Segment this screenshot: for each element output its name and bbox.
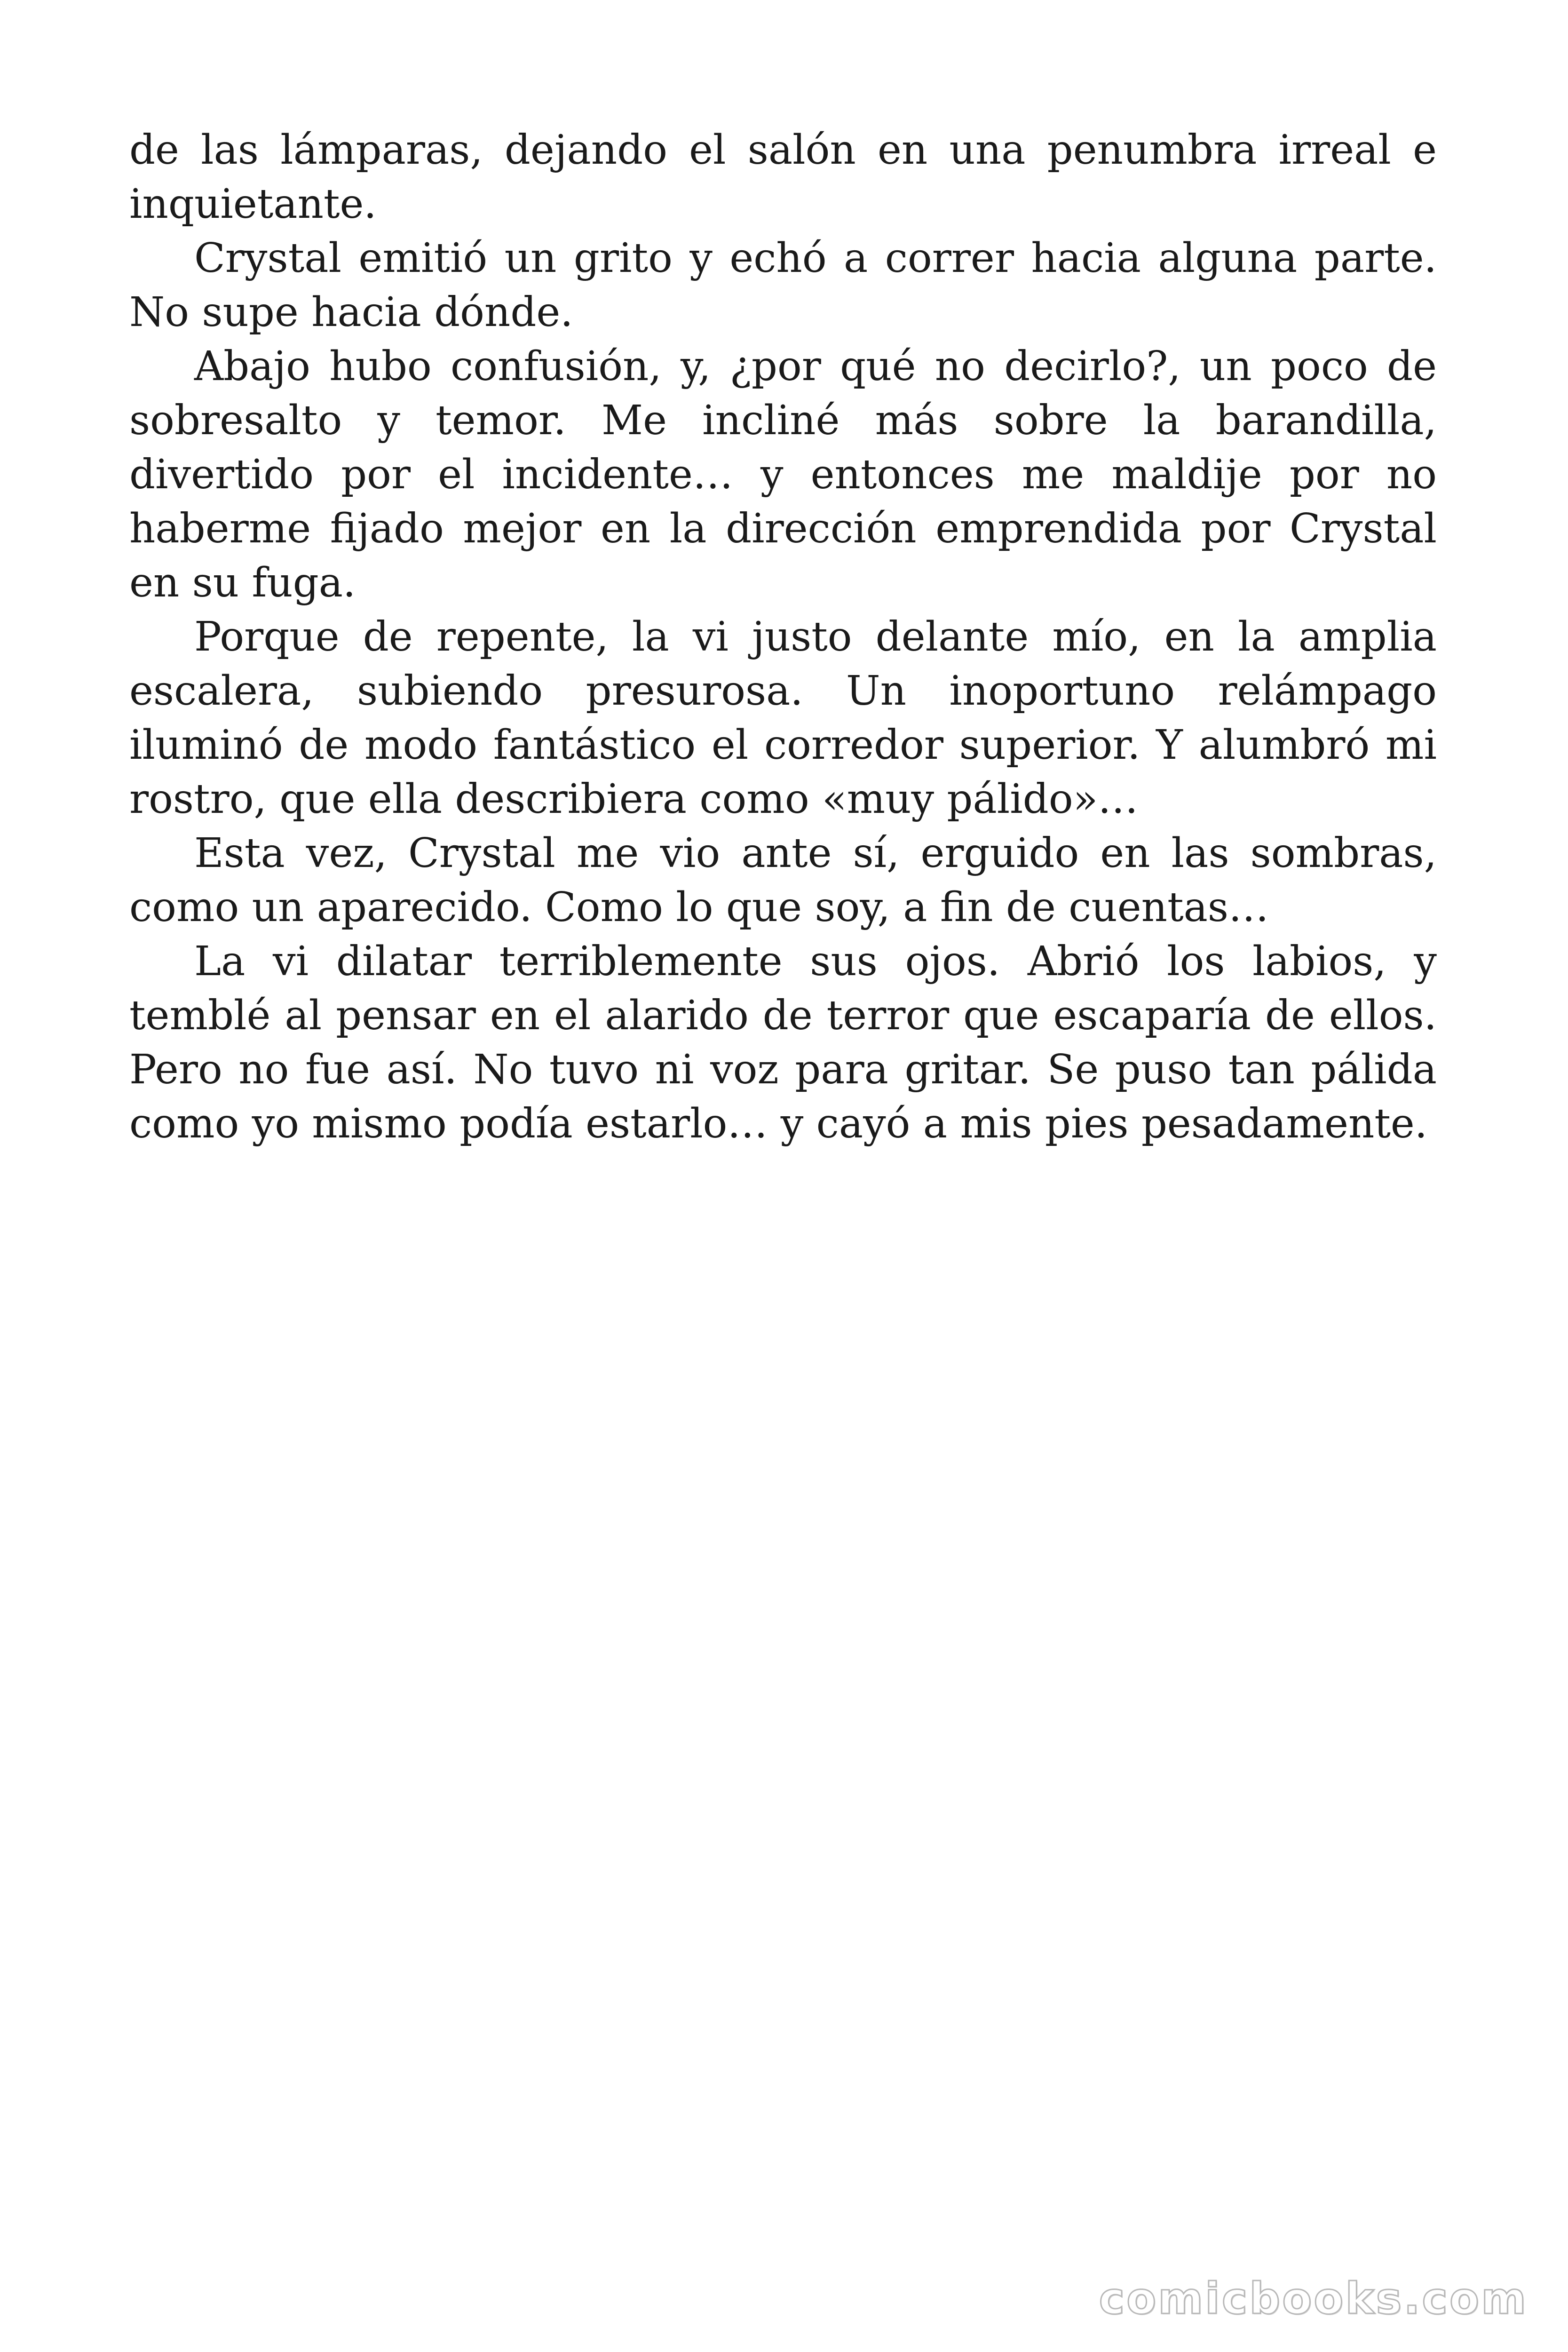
watermark: comicbooks.com [1099,2273,1528,2324]
paragraph: La vi dilatar terriblemente sus ojos. Abrió los labios, y temblé al pensar en el alarido de terror que escaparía de ellos. Pero no fue así. No tuvo ni voz para gritar. Se puso tan pálida como yo mismo podía estarlo… y cayó a mis pies pesadamente. [129,938,1437,1147]
paragraph: Abajo hubo confusión, y, ¿por qué no decirlo?, un poco de sobresalto y temor. Me incliné más sobre la barandilla, divertido por el incidente… y entonces me maldije por no haberme fijado mejor en la dirección emprendida por Crystal en su fuga. [129,343,1437,606]
paragraph: Porque de repente, la vi justo delante mío, en la amplia escalera, subiendo presurosa. Un inoportuno relámpago iluminó de modo fantástico el corredor superior. Y alumbró mi rostro, que ella describiera como «muy pálido»… [129,613,1437,823]
paragraph: Crystal emitió un grito y echó a correr hacia alguna parte. No supe hacia dónde. [129,235,1437,336]
body-text [129,123,1437,1151]
paragraph: de las lámparas, dejando el salón en una penumbra irreal e inquietante. [129,127,1437,228]
paragraph: Esta vez, Crystal me vio ante sí, erguido en las sombras, como un aparecido. Como lo que soy, a fin de cuentas… [129,830,1437,931]
